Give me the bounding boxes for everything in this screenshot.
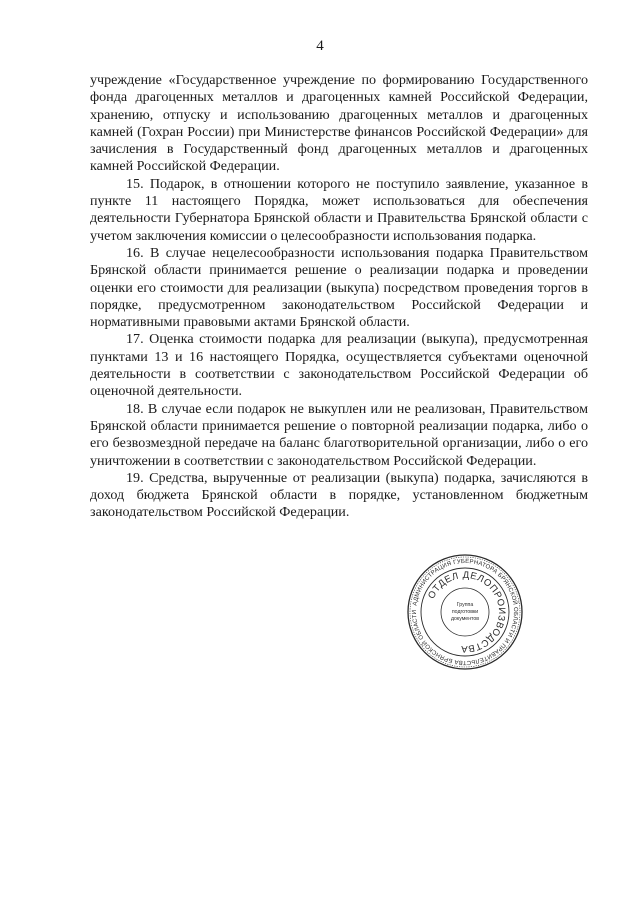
paragraph-16: 16. В случае нецелесообразности использования подарка Правительством Брянской области принимается решение о реализации подарка и проведении оценки его стоимости для реализации (выкупа) посредством проведения торгов в порядке, предусмотренном законодательством Российской Федерации и нормативными правовыми актами Брянской области.: [90, 244, 588, 331]
paragraph-continuation: учреждение «Государственное учреждение по формированию Государственного фонда драгоценных металлов и драгоценных камней Российской Федерации, хранению, отпуску и использованию драгоценных металлов и драгоценных камней (Гохран России) при Министерстве финансов Российской Федерации» для зачисления в Государственный фонд драгоценных металлов и драгоценных камней Российской Федерации.: [90, 72, 588, 175]
document-body: [90, 72, 588, 522]
stamp-center-line-2: подготовки: [451, 609, 479, 615]
paragraph-19: 19. Средства, вырученные от реализации (выкупа) подарка, зачисляются в доход бюджета Брянской области в порядке, установленном бюджетным законодательством Российской Федерации.: [90, 469, 588, 521]
page-number: 4: [316, 38, 324, 54]
stamp-center-line-3: документов: [450, 616, 480, 622]
official-stamp: [405, 552, 525, 672]
stamp-inner-ring-text: ОТДЕЛ ДЕЛОПРОИЗВОДСТВА: [426, 569, 508, 655]
stamp-center-line-1: Группа: [456, 602, 474, 608]
paragraph-17: 17. Оценка стоимости подарка для реализации (выкупа), предусмотренная пунктами 13 и 16 настоящего Порядка, осуществляется субъектами оценочной деятельности в соответствии с законодательством Российской Федерации об оценочной деятельности.: [90, 331, 588, 400]
paragraph-18: 18. В случае если подарок не выкуплен или не реализован, Правительством Брянской области принимается решение о повторной реализации подарка, либо о его безвозмездной передаче на баланс благотворительной организации, либо о его уничтожении в соответствии с законодательством Российской Федерации.: [90, 400, 588, 469]
paragraph-15: 15. Подарок, в отношении которого не поступило заявление, указанное в пункте 11 настоящего Порядка, может использоваться для обеспечения деятельности Губернатора Брянской области и Правительства Брянской области с учетом заключения комиссии о целесообразности использования подарка.: [90, 175, 588, 244]
stamp-outer-ring-text: АДМИНИСТРАЦИЯ ГУБЕРНАТОРА БРЯНСКОЙ ОБЛАСТИ И ПРАВИТЕЛЬСТВА БРЯНСКОЙ ОБЛАСТИ: [411, 558, 519, 666]
stamp-seal-icon: [405, 552, 525, 672]
